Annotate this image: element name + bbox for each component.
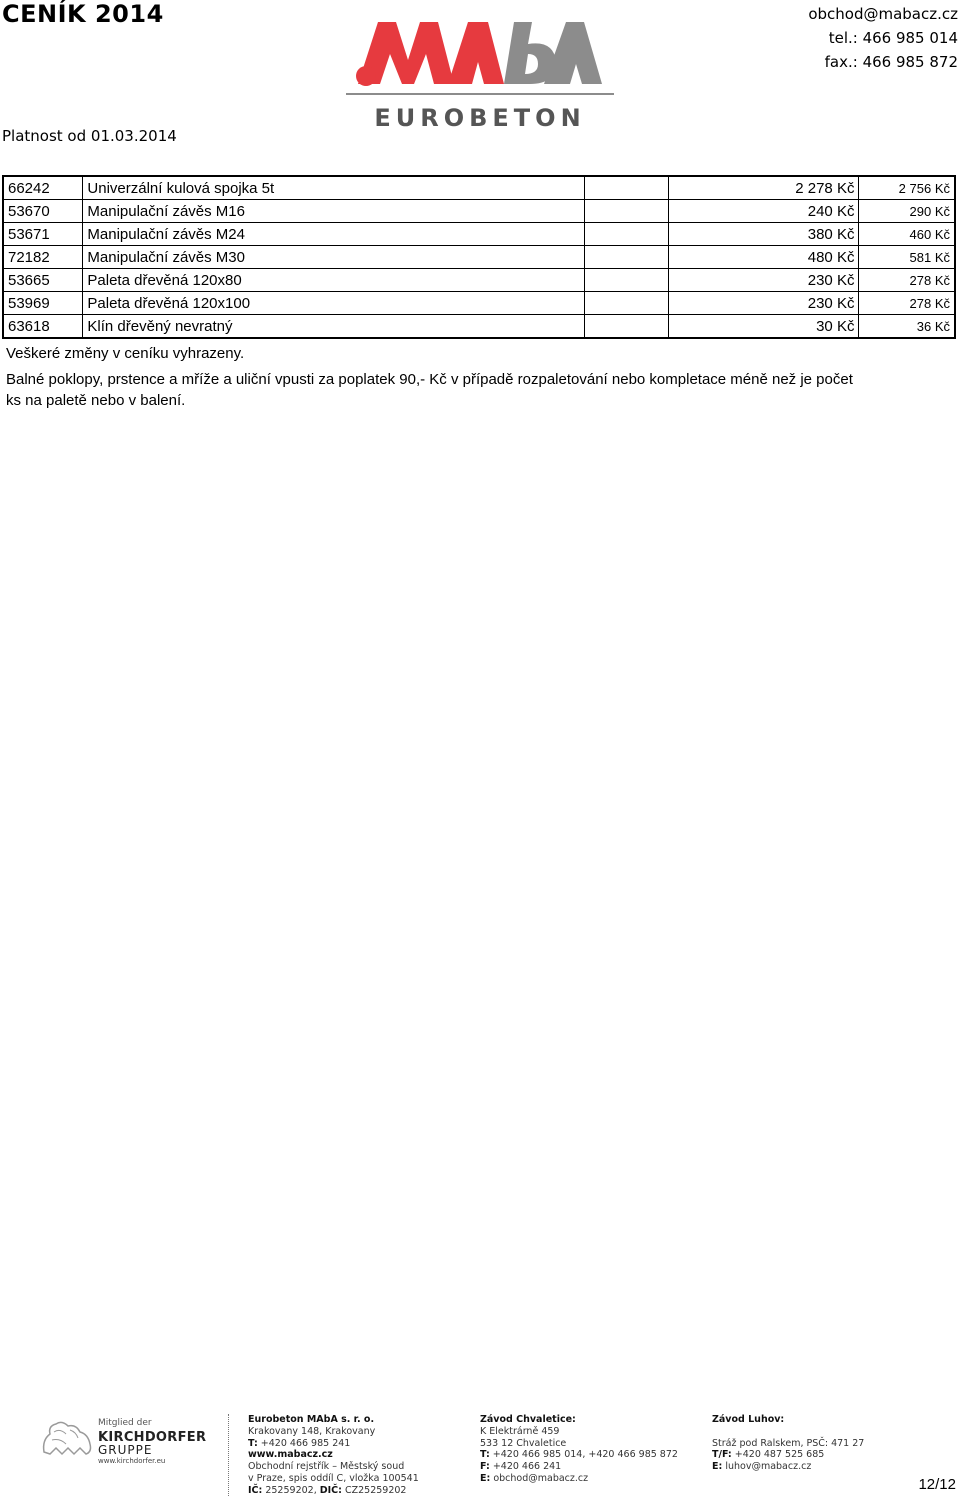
empty-cell xyxy=(585,269,669,292)
plant1-tel-line: T: +420 466 985 014, +420 466 985 872 xyxy=(480,1449,678,1461)
product-name: Manipulační závěs M30 xyxy=(83,246,585,269)
footer xyxy=(0,1412,960,1498)
empty-cell xyxy=(585,200,669,223)
plant1-address1: K Elektrárně 459 xyxy=(480,1425,560,1437)
product-name: Klín dřevěný nevratný xyxy=(83,315,585,339)
price-table-body xyxy=(3,176,955,338)
table-row xyxy=(3,223,955,246)
validity-date: Platnost od 01.03.2014 xyxy=(2,127,177,145)
product-name: Univerzální kulová spojka 5t xyxy=(83,176,585,200)
company-tel: +420 466 985 241 xyxy=(260,1437,351,1449)
empty-cell xyxy=(585,292,669,315)
plant1-email-line: E: obchod@mabacz.cz xyxy=(480,1472,589,1484)
lion-icon xyxy=(40,1418,94,1458)
contact-fax: fax.: 466 985 872 xyxy=(824,53,958,71)
empty-cell xyxy=(585,176,669,200)
product-name: Paleta dřevěná 120x80 xyxy=(83,269,585,292)
product-name: Manipulační závěs M16 xyxy=(83,200,585,223)
packaging-note: Balné poklopy, prstence a mříže a uliční vpusti za poplatek 90,- Kč v případě rozpaletování nebo kompletace méně než je počet ks na paletě nebo v balení. xyxy=(6,371,853,409)
plant2-email-line: E: luhov@mabacz.cz xyxy=(712,1461,812,1473)
contact-block xyxy=(808,2,958,74)
contact-tel: tel.: 466 985 014 xyxy=(828,29,958,47)
group-gruppe: GRUPPE xyxy=(98,1443,153,1457)
maba-logo xyxy=(344,14,616,132)
plant2-title: Závod Luhov: xyxy=(712,1414,785,1425)
price-excl-vat: 2 278 Kč xyxy=(669,176,859,200)
group-web[interactable]: www.kirchdorfer.eu xyxy=(98,1457,166,1465)
company-web[interactable]: www.mabacz.cz xyxy=(248,1449,333,1461)
plant2-address1: Stráž pod Ralskem, PSČ: 471 27 xyxy=(712,1437,865,1449)
price-incl-vat: 290 Kč xyxy=(859,200,955,223)
product-code: 53969 xyxy=(3,292,83,315)
plant2-email[interactable]: luhov@mabacz.cz xyxy=(725,1461,812,1473)
plant1-title: Závod Chvaletice: xyxy=(480,1414,576,1425)
price-excl-vat: 230 Kč xyxy=(669,292,859,315)
table-row xyxy=(3,269,955,292)
product-code: 53671 xyxy=(3,223,83,246)
price-incl-vat: 36 Kč xyxy=(859,315,955,339)
price-excl-vat: 380 Kč xyxy=(669,223,859,246)
plant2-tf-line: T/F: +420 487 525 685 xyxy=(712,1449,825,1461)
kirchdorfer-logo xyxy=(40,1416,215,1476)
price-incl-vat: 278 Kč xyxy=(859,292,955,315)
group-brand: KIRCHDORFER xyxy=(98,1430,207,1445)
table-row xyxy=(3,315,955,339)
company-register-1: Obchodní rejstřík – Městský soud xyxy=(248,1461,405,1473)
company-ids: IČ: 25259202, DIČ: CZ25259202 xyxy=(248,1484,407,1496)
table-row xyxy=(3,292,955,315)
table-row xyxy=(3,200,955,223)
price-excl-vat: 30 Kč xyxy=(669,315,859,339)
page-title: CENÍK 2014 xyxy=(2,0,164,28)
footer-divider xyxy=(228,1414,229,1496)
price-incl-vat: 460 Kč xyxy=(859,223,955,246)
price-incl-vat: 278 Kč xyxy=(859,269,955,292)
plant1-email[interactable]: obchod@mabacz.cz xyxy=(493,1472,589,1484)
company-info xyxy=(248,1414,419,1497)
table-row xyxy=(3,176,955,200)
price-excl-vat: 230 Kč xyxy=(669,269,859,292)
company-tel-line: T: +420 466 985 241 xyxy=(248,1437,351,1449)
product-code: 53665 xyxy=(3,269,83,292)
price-excl-vat: 240 Kč xyxy=(669,200,859,223)
company-address: Krakovany 148, Krakovany xyxy=(248,1425,376,1437)
table-row xyxy=(3,246,955,269)
plant-luhov xyxy=(712,1414,864,1473)
contact-email[interactable]: obchod@mabacz.cz xyxy=(808,5,958,23)
company-name: Eurobeton MAbA s. r. o. xyxy=(248,1414,375,1425)
price-incl-vat: 2 756 Kč xyxy=(859,176,955,200)
company-register-2: v Praze, spis oddíl C, vložka 100541 xyxy=(248,1472,419,1484)
maba-logo-graphic xyxy=(344,14,616,132)
price-excl-vat: 480 Kč xyxy=(669,246,859,269)
changes-note: Veškeré změny v ceníku vyhrazeny. xyxy=(6,345,245,362)
product-code: 66242 xyxy=(3,176,83,200)
group-member-label: Mitglied der xyxy=(98,1418,152,1428)
product-name: Paleta dřevěná 120x100 xyxy=(83,292,585,315)
product-code: 63618 xyxy=(3,315,83,339)
empty-cell xyxy=(585,315,669,339)
page-number: 12/12 xyxy=(918,1476,956,1493)
plant1-fax-line: F: +420 466 241 xyxy=(480,1461,562,1473)
product-code: 53670 xyxy=(3,200,83,223)
empty-cell xyxy=(585,223,669,246)
empty-cell xyxy=(585,246,669,269)
logo-subtitle: EUROBETON xyxy=(374,104,586,132)
price-incl-vat: 581 Kč xyxy=(859,246,955,269)
plant1-address2: 533 12 Chvaletice xyxy=(480,1437,567,1449)
plant-chvaletice xyxy=(480,1414,678,1485)
product-name: Manipulační závěs M24 xyxy=(83,223,585,246)
price-table xyxy=(2,175,956,339)
product-code: 72182 xyxy=(3,246,83,269)
